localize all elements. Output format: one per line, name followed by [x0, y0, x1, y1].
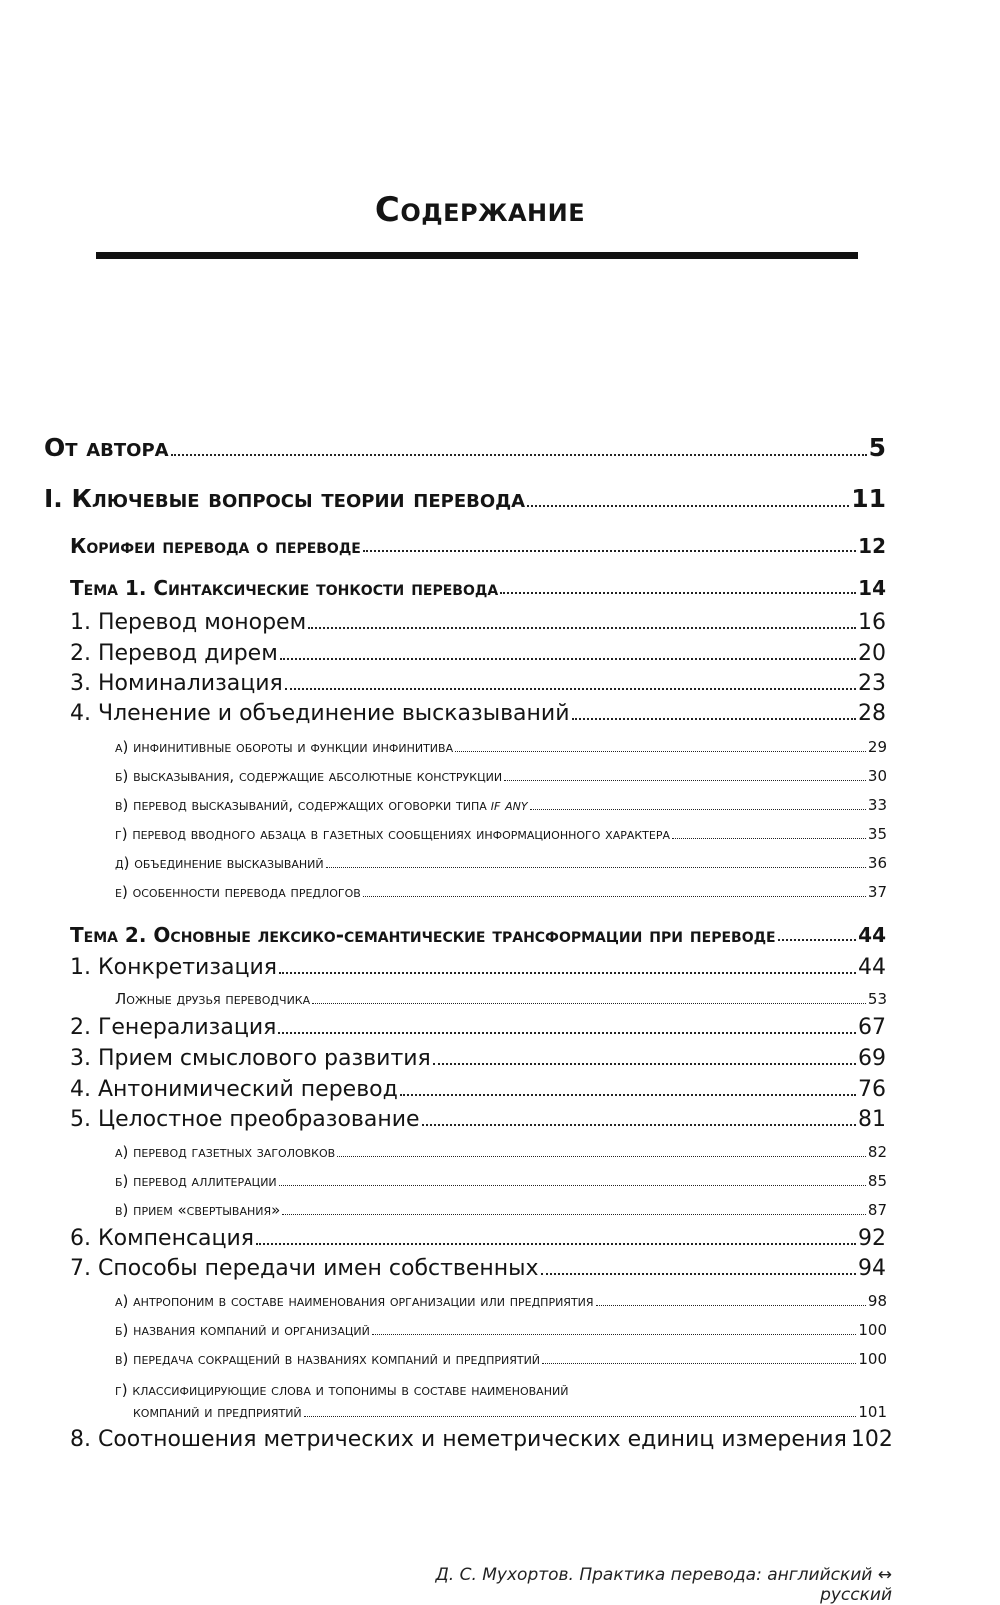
- toc-page: 81: [858, 1107, 886, 1132]
- leader-dots: [372, 1334, 857, 1335]
- toc-label: в) передача сокращений в названиях компаний и предприятий: [115, 1350, 541, 1368]
- toc-label: а) перевод газетных заголовков: [115, 1143, 336, 1161]
- toc-page: 76: [858, 1077, 886, 1102]
- toc-page: 53: [867, 990, 887, 1008]
- toc-entry-section[interactable]: [70, 610, 886, 635]
- toc-label: 4. Членение и объединение высказываний: [70, 701, 570, 726]
- toc-label: е) особенности перевода предлогов: [115, 883, 361, 901]
- toc-page: 20: [858, 641, 886, 666]
- leader-dots: [400, 1094, 856, 1096]
- toc-subsection-wrapped-line[interactable]: г) классифицирующие слова и топонимы в составе наименований: [115, 1381, 569, 1399]
- toc-label: 1. Перевод монорем: [70, 610, 307, 635]
- toc-entry-section[interactable]: [70, 1107, 886, 1132]
- leader-dots: [171, 454, 867, 456]
- toc-label: 2. Перевод дирем: [70, 641, 278, 666]
- toc-label: в) перевод высказываний, содержащих оговорки типа: [115, 796, 487, 814]
- leader-dots: [304, 1416, 857, 1417]
- toc-page: 36: [867, 854, 887, 872]
- toc-label: Тема 1. Синтаксические тонкости перевода: [70, 576, 499, 600]
- leader-dots: [363, 896, 866, 897]
- toc-entry-section[interactable]: [70, 1427, 893, 1452]
- toc-page: 11: [851, 484, 886, 513]
- toc-entry-section[interactable]: [70, 1015, 886, 1040]
- leader-dots: [527, 505, 849, 507]
- leader-dots: [541, 1273, 856, 1275]
- leader-dots: [455, 751, 866, 752]
- toc-page: 37: [867, 883, 887, 901]
- toc-entry-author[interactable]: [44, 433, 886, 462]
- toc-entry-section[interactable]: [70, 701, 886, 726]
- leader-dots: [422, 1124, 856, 1126]
- toc-entry-subsection[interactable]: [115, 1321, 887, 1339]
- toc-entry-subsection[interactable]: [133, 1403, 887, 1421]
- toc-entry-topic-1[interactable]: [70, 576, 886, 600]
- leader-dots: [279, 972, 856, 974]
- toc-label: г) перевод вводного абзаца в газетных сообщениях информационного характера: [115, 825, 671, 843]
- toc-page: 23: [858, 671, 886, 696]
- toc-label: компаний и предприятий: [133, 1403, 302, 1421]
- toc-label: 1. Конкретизация: [70, 955, 278, 980]
- toc-entry-section[interactable]: [70, 1256, 886, 1281]
- leader-dots: [280, 658, 856, 660]
- toc-label: 3. Прием смыслового развития: [70, 1046, 431, 1071]
- toc-page: 14: [858, 576, 886, 600]
- running-footer: Д. С. Мухортов. Практика перевода: английский ↔ русский: [435, 1565, 892, 1605]
- toc-entry-subsection[interactable]: [115, 990, 887, 1008]
- leader-dots: [530, 809, 866, 810]
- toc-label: 2. Генерализация: [70, 1015, 277, 1040]
- toc-label: От автора: [44, 433, 169, 462]
- leader-dots: [778, 939, 857, 941]
- toc-label: 5. Целостное преобразование: [70, 1107, 420, 1132]
- toc-page: 44: [858, 955, 886, 980]
- leader-dots: [312, 1003, 866, 1004]
- toc-entry-subsection[interactable]: [115, 738, 887, 756]
- toc-entry-part-1[interactable]: [44, 484, 886, 513]
- toc-label: а) антропоним в составе наименования организации или предприятия: [115, 1292, 594, 1310]
- toc-entry-subsection[interactable]: [115, 796, 887, 814]
- leader-dots: [279, 1185, 866, 1186]
- toc-label: 7. Способы передачи имен собственных: [70, 1256, 539, 1281]
- toc-page: 69: [858, 1046, 886, 1071]
- toc-entry-section[interactable]: [70, 671, 886, 696]
- toc-page: 35: [867, 825, 887, 843]
- toc-entry-section[interactable]: [70, 641, 886, 666]
- toc-entry-koryfei[interactable]: [70, 534, 886, 558]
- toc-label: I. Ключевые вопросы теории перевода: [44, 484, 526, 513]
- toc-page: 30: [867, 767, 887, 785]
- toc-entry-section[interactable]: [70, 1077, 886, 1102]
- toc-page: 100: [858, 1350, 887, 1368]
- toc-entry-subsection[interactable]: [115, 825, 887, 843]
- toc-entry-section[interactable]: [70, 1046, 886, 1071]
- toc-page: 28: [858, 701, 886, 726]
- leader-dots: [572, 718, 856, 720]
- toc-label: д) объединение высказываний: [115, 854, 324, 872]
- toc-entry-subsection[interactable]: [115, 854, 887, 872]
- toc-page: 102: [850, 1427, 893, 1452]
- leader-dots: [337, 1156, 866, 1157]
- toc-page: 85: [867, 1172, 887, 1190]
- leader-dots: [285, 688, 856, 690]
- toc-page: 5: [868, 433, 886, 462]
- toc-label: Тема 2. Основные лексико-семантические трансформации при переводе: [70, 923, 776, 947]
- leader-dots: [363, 550, 856, 552]
- toc-entry-subsection[interactable]: [115, 767, 887, 785]
- toc-page: 29: [867, 738, 887, 756]
- leader-dots: [433, 1063, 856, 1065]
- toc-entry-section[interactable]: [70, 1226, 886, 1251]
- page-title: Содержание: [374, 190, 586, 230]
- toc-entry-subsection[interactable]: [115, 1201, 887, 1219]
- toc-label-italic: if any: [490, 796, 528, 814]
- toc-label: б) высказывания, содержащие абсолютные конструкции: [115, 767, 503, 785]
- leader-dots: [504, 780, 866, 781]
- toc-page: 92: [858, 1226, 886, 1251]
- toc-label: в) прием «свертывания»: [115, 1201, 281, 1219]
- leader-dots: [278, 1032, 856, 1034]
- toc-page: 87: [867, 1201, 887, 1219]
- toc-page: 82: [867, 1143, 887, 1161]
- leader-dots: [308, 627, 856, 629]
- toc-page: 12: [858, 534, 886, 558]
- toc-entry-subsection[interactable]: [115, 1350, 887, 1368]
- toc-entry-section[interactable]: [70, 955, 886, 980]
- leader-dots: [326, 867, 866, 868]
- leader-dots: [596, 1305, 866, 1306]
- toc-page: 67: [858, 1015, 886, 1040]
- leader-dots: [500, 592, 856, 594]
- toc-entry-subsection[interactable]: [115, 1292, 887, 1310]
- toc-label: б) перевод аллитерации: [115, 1172, 277, 1190]
- toc-label: 8. Соотношения метрических и неметрических единиц измерения: [70, 1427, 847, 1452]
- toc-label: б) названия компаний и организаций: [115, 1321, 370, 1339]
- toc-label: Корифеи перевода о переводе: [70, 534, 361, 558]
- toc-page: 16: [858, 610, 886, 635]
- toc-page: 44: [858, 923, 886, 947]
- toc-page: 94: [858, 1256, 886, 1281]
- toc-entry-topic-2[interactable]: [70, 923, 886, 947]
- toc-label: 3. Номинализация: [70, 671, 283, 696]
- toc-page: 100: [858, 1321, 887, 1339]
- toc-entry-subsection[interactable]: [115, 883, 887, 901]
- toc-entry-subsection[interactable]: [115, 1172, 887, 1190]
- toc-page: 33: [867, 796, 887, 814]
- leader-dots: [672, 838, 866, 839]
- toc-page: 98: [867, 1292, 887, 1310]
- toc-label: а) инфинитивные обороты и функции инфинитива: [115, 738, 454, 756]
- toc-label: Ложные друзья переводчика: [115, 990, 311, 1008]
- leader-dots: [542, 1363, 856, 1364]
- leader-dots: [256, 1243, 856, 1245]
- toc-entry-subsection[interactable]: [115, 1143, 887, 1161]
- toc-label: 4. Антонимический перевод: [70, 1077, 398, 1102]
- toc-label: 6. Компенсация: [70, 1226, 255, 1251]
- leader-dots: [282, 1214, 866, 1215]
- toc-page: 101: [858, 1403, 887, 1421]
